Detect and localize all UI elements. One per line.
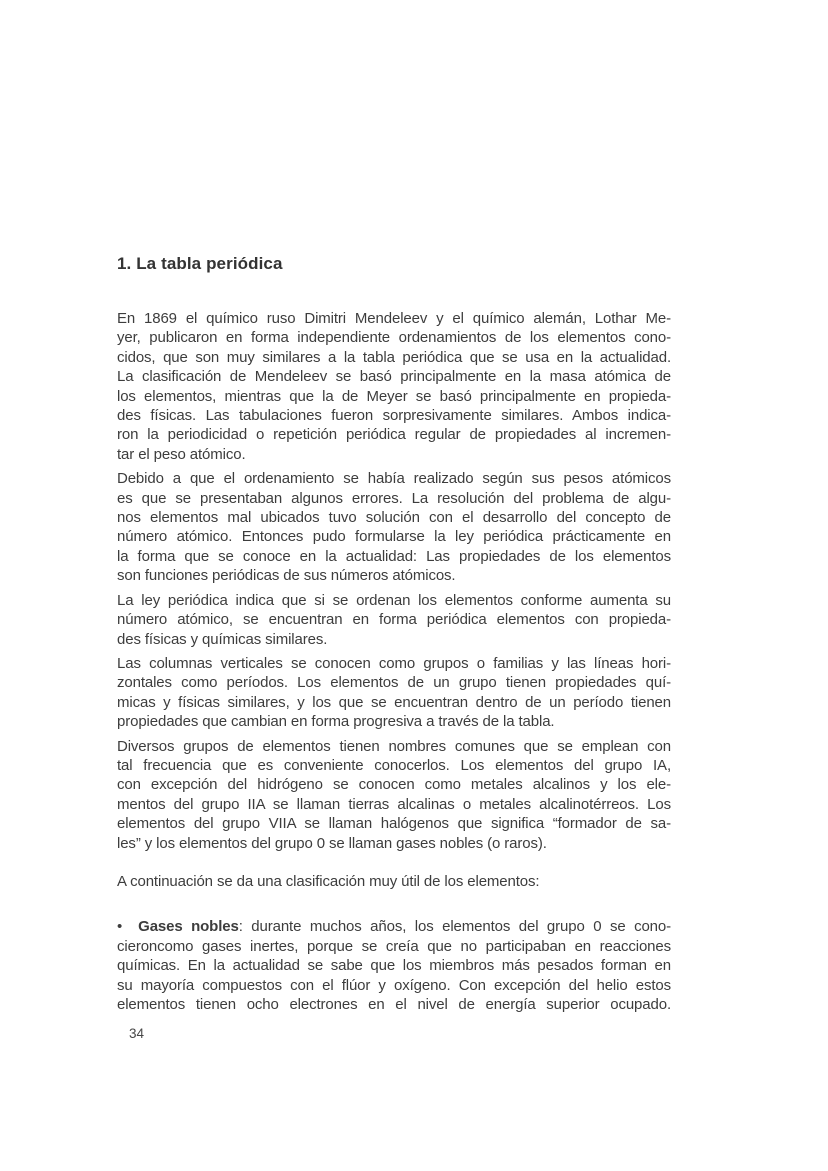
noble-gases-bullet-paragraph <box>117 917 671 1014</box>
text-line: número atómico, se encuentran en forma periódica elementos con propieda- <box>117 611 671 629</box>
text-line: químicas. En la actualidad se sabe que los miembros más pesados forman en <box>117 957 671 975</box>
text-line: La ley periódica indica que si se ordenan los elementos conforme aumenta su <box>117 591 671 609</box>
group-names-paragraph <box>117 737 671 853</box>
section-heading: 1. La tabla periódica <box>117 254 283 273</box>
text-line: des físicas y químicas similares. <box>117 630 328 648</box>
text-line: Las columnas verticales se conocen como grupos o familias y las líneas hori- <box>117 654 671 672</box>
text-line: zontales como períodos. Los elementos de un grupo tienen propiedades quí- <box>117 674 671 692</box>
text-line: yer, publicaron en forma independiente ordenamientos de los elementos cono- <box>117 329 671 347</box>
atomic-number-paragraph <box>117 469 671 585</box>
text-line: su mayoría compuestos con el flúor y oxígeno. Con excepción del helio estos <box>117 976 671 994</box>
text-line: con excepción del hidrógeno se conocen como metales alcalinos y los ele- <box>117 776 671 794</box>
text-line: Diversos grupos de elementos tienen nombres comunes que se emplean con <box>117 737 671 755</box>
text-line: cidos, que son muy similares a la tabla periódica que se usa en la actualidad. <box>117 348 671 366</box>
text-line: propiedades que cambian en forma progresiva a través de la tabla. <box>117 713 555 731</box>
text-line <box>117 917 671 936</box>
text-line: es que se presentaban algunos errores. La resolución del problema de algu- <box>117 489 671 507</box>
text-line: tal frecuencia que es conveniente conocerlos. Los elementos del grupo IA, <box>117 756 671 774</box>
line-text: : durante muchos años, los elementos del grupo 0 se cono- <box>238 918 671 936</box>
text-line: son funciones periódicas de sus números atómicos. <box>117 567 456 585</box>
text-line: nos elementos mal ubicados tuvo solución con el desarrollo del concepto de <box>117 509 671 527</box>
text-line: Debido a que el ordenamiento se había realizado según sus pesos atómicos <box>117 470 671 488</box>
text-line: En 1869 el químico ruso Dimitri Mendeleev y el químico alemán, Lothar Me- <box>117 310 671 327</box>
text-line: les” y los elementos del grupo 0 se llaman gases nobles (o raros). <box>117 834 547 852</box>
classification-intro-paragraph <box>117 872 671 891</box>
text-line: micas y físicas similares, y los que se encuentran dentro de un período tienen <box>117 693 671 711</box>
text-line: tar el peso atómico. <box>117 445 246 463</box>
text-line: elementos tienen ocho electrones en el nivel de energía superior ocupado. <box>117 996 671 1013</box>
text-line: los elementos, mientras que la de Meyer se basó principalmente en propieda- <box>117 387 671 405</box>
text-line: La clasificación de Mendeleev se basó principalmente en la masa atómica de <box>117 368 671 386</box>
page-number: 34 <box>129 1026 145 1042</box>
text-line: A continuación se da una clasificación muy útil de los elementos: <box>117 872 540 890</box>
intro-paragraph <box>117 309 671 464</box>
body-paragraphs <box>117 309 671 1014</box>
text-line: elementos del grupo VIIA se llaman halógenos que significa “formador de sa- <box>117 815 671 833</box>
text-line: des físicas. Las tabulaciones fueron sorpresivamente similares. Ambos indica- <box>117 407 671 425</box>
groups-periods-paragraph <box>117 654 671 732</box>
text-line: mentos del grupo IIA se llaman tierras alcalinas o metales alcalinotérreos. Los <box>117 795 671 813</box>
page-content <box>117 252 671 1041</box>
periodic-law-paragraph <box>117 591 671 649</box>
bullet-icon: • <box>117 918 123 936</box>
text-line: número atómico. Entonces pudo formularse la ley periódica prácticamente en <box>117 528 671 546</box>
text-line: ron la periodicidad o repetición periódica regular de propiedades al incremen- <box>117 426 671 444</box>
text-line: cieroncomo gases inertes, porque se creía que no participaban en reacciones <box>117 937 671 955</box>
bold-lead-text: Gases nobles <box>138 918 239 936</box>
text-line: la forma que se conoce en la actualidad: Las propiedades de los elementos <box>117 547 671 565</box>
